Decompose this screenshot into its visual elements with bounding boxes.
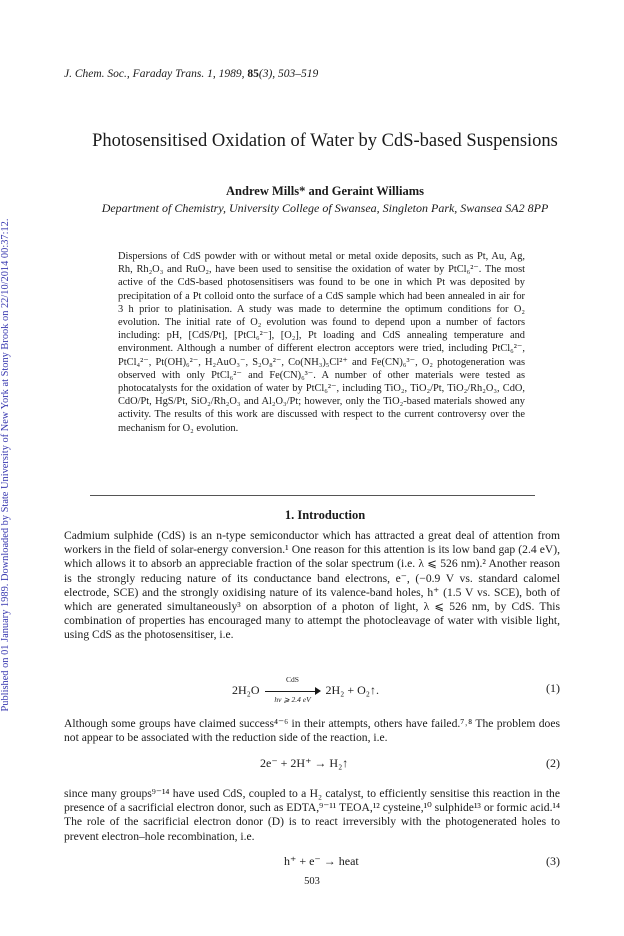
affiliation: Department of Chemistry, University College of Swansea, Singleton Park, Swansea SA2 8PP: [101, 201, 549, 215]
divider: [90, 495, 535, 496]
paragraph-2: Although some groups have claimed success⁴⁻⁶ in their attempts, others have failed.⁷˒⁸ The problem does not appear to be associated with the reduction side of the reaction, i.e.: [64, 717, 560, 745]
equation-2-expression: 2e⁻ + 2H⁺ → H₂↑: [260, 756, 349, 770]
equation-3-expression: h⁺ + e⁻ → heat: [284, 854, 359, 868]
arrow-over-label: CdS: [286, 675, 299, 685]
arrow-under-label: hν ⩾ 2.4 eV: [274, 695, 311, 705]
journal-reference: [64, 68, 318, 80]
journal-name: J. Chem. Soc., Faraday Trans. 1,: [64, 68, 216, 80]
arrow-head-icon: [315, 687, 321, 695]
equation-1-left: 2H₂O: [232, 683, 260, 697]
download-stamp: Published on 01 January 1989. Downloaded by State University of New York at Stony Brook on 22/10/2014 00:37:12.: [0, 218, 11, 712]
equation-3-number: (3): [546, 854, 560, 868]
page-number: 503: [304, 876, 320, 887]
equation-2: [64, 756, 560, 776]
paragraph-3: since many groups⁹⁻¹⁴ have used CdS, coupled to a H₂ catalyst, to efficiently sensitise this reaction in the presence of a sacrificial electron donor, such as EDTA,⁹⁻¹¹ TEOA,¹² cysteine,¹⁰ sulphide¹³ or formic acid.¹⁴ The role of the sacrificial electron donor (D) is to react irreversibly with the photogenerated holes to prevent electron–hole recombination, i.e.: [64, 787, 560, 843]
journal-year: 1989,: [218, 68, 245, 80]
reaction-arrow: [265, 675, 321, 705]
equation-1-number: (1): [546, 681, 560, 695]
journal-issue-pages: (3), 503–519: [258, 68, 319, 80]
authors: Andrew Mills* and Geraint Williams: [226, 184, 424, 198]
equation-3: [64, 854, 560, 874]
paper-title: Photosensitised Oxidation of Water by CdS-based Suspensions: [92, 131, 558, 151]
section-heading: 1. Introduction: [284, 508, 366, 522]
paragraph-1: Cadmium sulphide (CdS) is an n-type semiconductor which has attracted a great deal of attention from workers in the field of solar-energy conversion.¹ One reason for this attention is its low band gap (2.4 eV), which allows it to absorb an appreciable fraction of the solar spectrum (i.e. λ ⩽ 526 nm).² Another reason is the strongly reducing nature of its conductance band electrons, e⁻, (−0.9 V vs. standard calomel electrode, SCE) and the strongly oxidising nature of its valence-band holes, h⁺ (1.5 V vs. SCE), both of which are generated simultaneously³ on absorption of a photon of light, λ ⩽ 526 nm, by CdS. This combination of properties has encouraged many to attempt the photocleavage of water with visible light, using CdS as the photosensitiser, i.e.: [64, 529, 560, 642]
abstract: Dispersions of CdS powder with or without metal or metal oxide deposits, such as Pt, Au, Ag, Rh, Rh₂O₃ and RuO₂, have been used to sensitise the oxidation of water by PtCl₆²⁻. The most active of the CdS-based photosensitisers was found to be one in which Pt was deposited by precipitation of a Pt colloid onto the surface of a CdS sample which had been annealed in air for 3 h prior to platinisation. A study was made to determine the optimum conditions for O₂ evolution. The initial rate of O₂ evolution was found to depend upon a number of factors including: pH, [CdS/Pt], [PtCl₆²⁻], [O₂], Pt loading and CdS annealing temperature and environment. Although a number of different electron acceptors were tried, including PtCl₆²⁻, PtCl₄²⁻, Pt(OH)₆²⁻, H₂AuO₃⁻, S₂O₈²⁻, Co(NH₃)₅Cl²⁺ and Fe(CN)₆³⁻, O₂ photogeneration was observed with only PtCl₆²⁻ and Fe(CN)₆³⁻. A number of other materials were tested as photocatalysts for the oxidation of water by PtCl₆²⁻, including TiO₂, TiO₂/Pt, TiO₂/Rh₂O₃, CdO, CdO/Pt, HgS/Pt, SiO₂/Rh₂O₃ and Al₂O₃/Pt; however, only the TiO₂-based materials showed any activity. The results of this work are discussed with respect to the current controversy over the mechanism for O₂ evolution.: [118, 251, 525, 434]
equation-1-right: 2H₂ + O₂↑.: [325, 683, 379, 697]
equation-2-number: (2): [546, 756, 560, 770]
journal-volume: 85: [247, 68, 259, 80]
arrow-line: [265, 691, 317, 692]
equation-1-expression: [232, 675, 379, 705]
equation-1: [64, 675, 560, 705]
